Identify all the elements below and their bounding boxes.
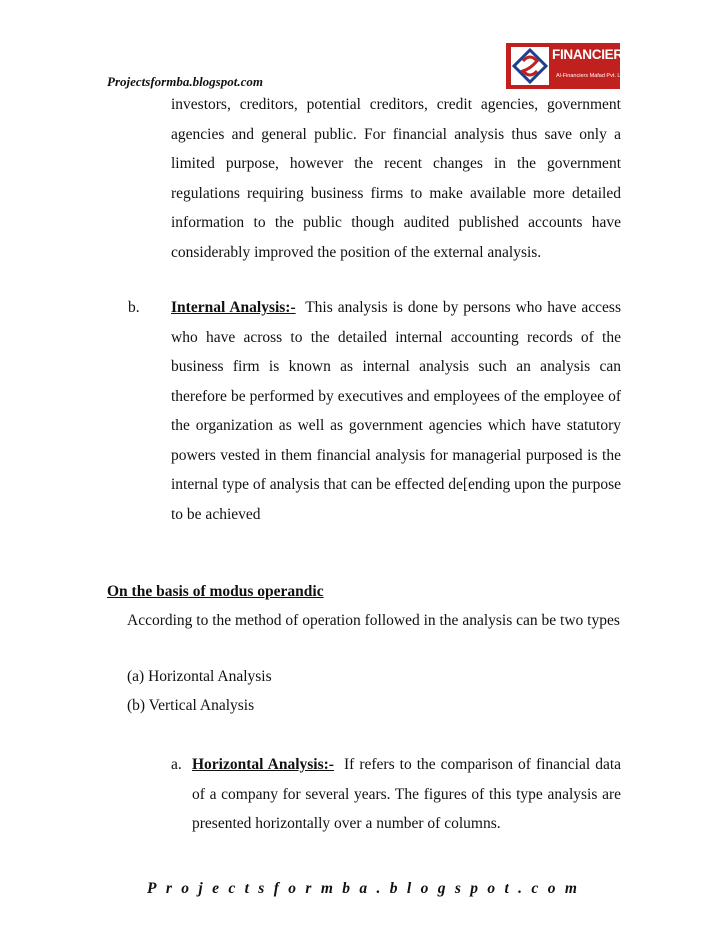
item-h-term: Horizontal Analysis:- [192,756,334,773]
footer-letter: a [359,880,368,897]
item-b-term: Internal Analysis:- [171,299,296,316]
item-b-text: This analysis is done by persons who have access who have across to the detailed internal accounting records of the business firm is known as internal analysis such an analysis can therefore be performed by executives and employees of the employee of the organization as well as government agencies which have statutory powers vested in them financial analysis for managerial purposed is the internal type of analysis that can be effected de[ending upon the purpose to be achieved [171,299,621,523]
footer-site-name [147,880,577,898]
footer-letter: c [228,880,236,897]
logo-subtitle: Al-Financiers Mafad Pvt. Ltd. [556,73,627,79]
footer-letter: p [470,880,478,897]
footer-letter: m [320,880,333,897]
footer-letter: . [518,880,523,897]
footer-letter: b [389,880,398,897]
footer-letter: c [531,880,539,897]
footer-letter: s [258,880,265,897]
footer-letter: o [487,880,496,897]
section-intro: According to the method of operation followed in the analysis can be two types [127,612,620,629]
footer-letter: f [273,880,279,897]
footer-letter: l [406,880,412,897]
item-b-label: b. [128,299,140,316]
footer-letter: o [547,880,556,897]
item-h-paragraph [192,750,621,839]
footer-letter: j [198,880,203,897]
header-site-name: Projectsformba.blogspot.com [107,74,263,89]
financiers-logo [506,43,631,89]
list-item: (b) Vertical Analysis [127,697,255,714]
footer-letter: t [504,880,509,897]
footer-letter: o [420,880,429,897]
footer-letter: t [244,880,249,897]
footer-letter: P [147,880,157,897]
footer-letter: b [342,880,350,897]
footer-letter: o [288,880,297,897]
footer-letter: . [376,880,381,897]
item-b-paragraph [171,293,621,529]
item-h-label: a. [171,756,182,773]
footer-letter: g [437,880,446,897]
footer-letter: s [454,880,461,897]
logo-name: FINANCIERs [552,47,631,62]
item-h-text: If refers to the comparison of financial data of a company for several years. The figures of this type analysis are presented horizontally over a number of columns. [192,756,622,832]
section-heading: On the basis of modus operandic [107,583,324,600]
footer-letter: r [305,880,312,897]
section-a-paragraph: investors, creditors, potential creditors, credit agencies, government agencies and general public. For financial analysis thus save only a limited purpose, however the recent changes in the government regulations requiring business firms to make available more detailed information to the public though audited published accounts have considerably improved the position of the external analysis. [171,96,621,261]
logo-emblem-icon [511,47,549,85]
footer-letter: m [564,880,577,897]
list-item: (a) Horizontal Analysis [127,668,272,685]
footer-letter: r [165,880,172,897]
footer-letter: o [181,880,190,897]
footer-letter: e [212,880,219,897]
